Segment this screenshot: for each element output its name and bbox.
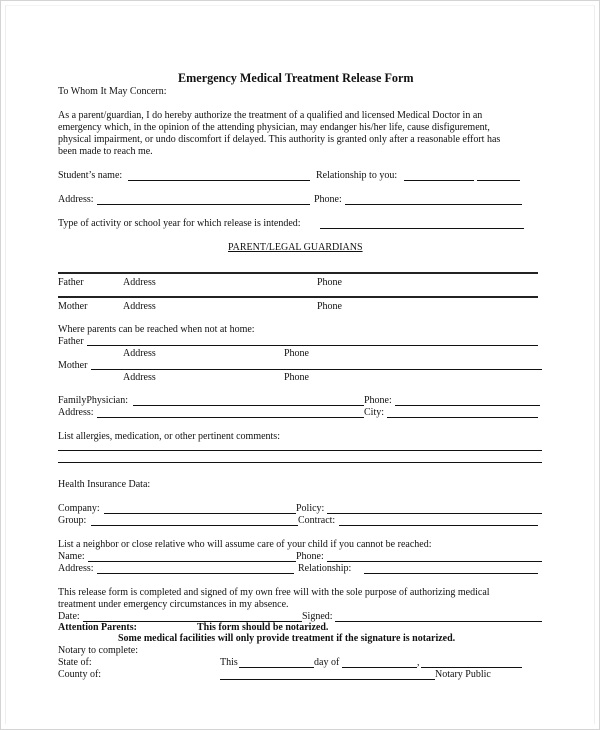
physician-city-field[interactable] [387,417,538,418]
contract-label: Contract: [298,515,336,526]
neighbor-phone-label: Phone: [296,551,324,562]
father-address-label: Address [123,277,156,288]
neighbor-relationship-label: Relationship: [298,563,352,574]
neighbor-heading: List a neighbor or close relative who will assume care of your child if you cannot be reached: [58,539,432,550]
relationship-field[interactable] [404,180,474,181]
intro-line-3: physical impairment, or undo discomfort if delayed. This authority is granted only after a reasonable effort has [58,134,501,145]
allergies-label: List allergies, medication, or other pertinent comments: [58,431,280,442]
father-label: Father [58,277,84,288]
this-label: This [220,657,238,668]
student-phone-field[interactable] [345,204,522,205]
intro-line-4: been made to reach me. [58,146,153,157]
facilities-notice: Some medical facilities will only provide treatment if the signature is notarized. [118,633,456,644]
mother-address-label: Address [123,301,156,312]
activity-label: Type of activity or school year for which release is intended: [58,218,301,229]
physician-address-field[interactable] [97,417,364,418]
release-line-1: This release form is completed and signed of my own free will with the sole purpose of authorizing medical [58,587,490,598]
away-father-phone-label: Phone [284,348,309,359]
father-phone-label: Phone [317,277,342,288]
intro-line-1: As a parent/guardian, I do hereby authorize the treatment of a qualified and licensed Medical Doctor in an [58,110,483,121]
form-title: Emergency Medical Treatment Release Form [178,71,414,85]
county-label: County of: [58,669,102,680]
neighbor-phone-field[interactable] [327,561,542,562]
father-row-field[interactable] [58,272,538,274]
neighbor-name-label: Name: [58,551,85,562]
relationship-field-extra[interactable] [477,180,520,181]
physician-city-label: City: [364,407,385,418]
physician-address-label: Address: [58,407,94,418]
neighbor-address-label: Address: [58,563,94,574]
month-field[interactable] [342,667,417,668]
company-field[interactable] [104,513,296,514]
mother-label: Mother [58,301,88,312]
notarize-notice: This form should be notarized. [197,622,329,633]
neighbor-address-field[interactable] [97,573,294,574]
day-field[interactable] [239,667,314,668]
neighbor-name-field[interactable] [88,561,296,562]
policy-label: Policy: [296,503,325,514]
away-mother-phone-label: Phone [284,372,309,383]
neighbor-relationship-field[interactable] [364,573,538,574]
date-comma: , [417,657,420,668]
attention-label: Attention Parents: [58,622,137,633]
mother-row-field[interactable] [58,296,538,298]
notary-signature-field[interactable] [220,679,435,680]
away-father-field[interactable] [87,345,538,346]
physician-label: FamilyPhysician: [58,395,128,406]
guardians-heading: PARENT/LEGAL GUARDIANS [228,242,363,253]
student-phone-label: Phone: [314,194,342,205]
away-mother-address-label: Address [123,372,156,383]
student-address-field[interactable] [97,204,310,205]
insurance-heading: Health Insurance Data: [58,479,151,490]
student-name-label: Student’s name: [58,170,123,181]
allergies-field-2[interactable] [58,462,542,463]
allergies-field-1[interactable] [58,450,542,451]
away-father-label: Father [58,336,84,347]
intro-line-2: emergency which, in the opinion of the attending physician, may endanger his/her life, cause disfigurement, [58,122,490,133]
salutation: To Whom It May Concern: [58,86,167,97]
physician-phone-field[interactable] [395,405,540,406]
group-field[interactable] [91,525,298,526]
notary-heading: Notary to complete: [58,645,138,656]
mother-phone-label: Phone [317,301,342,312]
year-field[interactable] [421,667,522,668]
policy-field[interactable] [327,513,542,514]
release-line-2: treatment under emergency circumstances in my absence. [58,599,289,610]
date-label: Date: [58,611,80,622]
student-address-label: Address: [58,194,94,205]
contract-field[interactable] [339,525,538,526]
state-label: State of: [58,657,92,668]
signed-label: Signed: [302,611,333,622]
away-mother-label: Mother [58,360,88,371]
physician-phone-label: Phone: [364,395,392,406]
activity-field[interactable] [320,228,524,229]
company-label: Company: [58,503,100,514]
student-name-field[interactable] [128,180,310,181]
signature-field[interactable] [335,621,542,622]
group-label: Group: [58,515,87,526]
away-mother-field[interactable] [91,369,542,370]
relationship-label: Relationship to you: [316,170,398,181]
away-father-address-label: Address [123,348,156,359]
physician-field[interactable] [133,405,364,406]
notary-public-label: Notary Public [435,669,491,680]
day-of-label: day of [314,657,340,668]
away-heading: Where parents can be reached when not at home: [58,324,255,335]
